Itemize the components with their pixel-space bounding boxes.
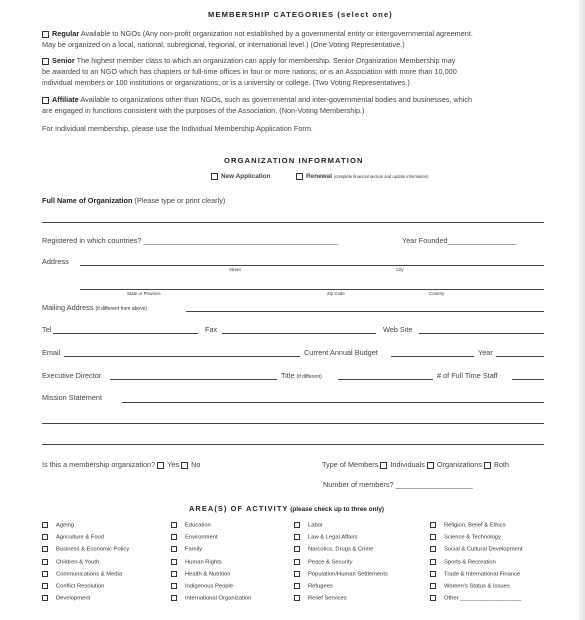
activity-item-labor[interactable] xyxy=(294,522,323,529)
activity-label: Agriculture & Food xyxy=(56,534,105,541)
page-edge-shadow xyxy=(579,0,585,620)
budget-label: Current Annual Budget xyxy=(304,348,378,357)
activity-label: Environment xyxy=(185,534,218,541)
organizations-checkbox[interactable] xyxy=(427,462,434,469)
senior-category xyxy=(42,55,582,88)
activity-checkbox[interactable] xyxy=(171,534,177,540)
activity-item-business-economic-policy[interactable] xyxy=(42,546,129,553)
activity-item-science-technology[interactable] xyxy=(430,534,501,541)
fax-field[interactable] xyxy=(222,333,376,334)
activity-item-peace-security[interactable] xyxy=(294,559,352,566)
activity-item-health-nutrition[interactable] xyxy=(171,571,230,578)
activity-item-environment[interactable] xyxy=(171,534,218,541)
address-label: Address xyxy=(42,257,69,266)
activity-item-refugees[interactable] xyxy=(294,583,333,590)
activity-label: Refugees xyxy=(308,583,333,590)
activity-checkbox[interactable] xyxy=(42,534,48,540)
individuals-checkbox[interactable] xyxy=(380,462,387,469)
street-caption: Street xyxy=(229,267,241,272)
activity-label: International Organization xyxy=(185,595,252,602)
executive-director-label: Executive Director xyxy=(42,371,102,380)
email-label: Email xyxy=(42,348,61,357)
regular-text-2: May be organized on a local, national, subregional, regional, or international level.) (One Voting Representative.) xyxy=(42,40,405,49)
mailing-address-field[interactable] xyxy=(186,311,544,312)
membership-org-yes-checkbox[interactable] xyxy=(157,462,164,469)
activity-checkbox[interactable] xyxy=(294,595,300,601)
activity-item-social-cultural-development[interactable] xyxy=(430,546,523,553)
application-type-row xyxy=(211,173,429,180)
activity-label: Development xyxy=(56,595,91,602)
senior-text-3: individual members or 100 institutions or organizations; or is a university or college. (Two Voting Representatives.) xyxy=(42,78,410,87)
full-name-hint: (Please type or print clearly) xyxy=(132,196,226,205)
activity-checkbox[interactable] xyxy=(294,571,300,577)
full-name-label: Full Name of Organization xyxy=(42,196,133,205)
activity-item-ageing[interactable] xyxy=(42,522,74,529)
activity-label: Religion, Belief & Ethics xyxy=(444,522,506,529)
activity-label: Social & Cultural Development xyxy=(444,546,523,553)
mailing-address-label-row xyxy=(42,303,147,312)
activity-label: Conflict Resolution xyxy=(56,583,105,590)
organizations-label: Organizations xyxy=(436,460,482,469)
zip-caption: Zip Code xyxy=(327,291,345,296)
activity-label: Education xyxy=(185,522,211,529)
country-caption: Country xyxy=(429,291,445,296)
activity-item-international-organization[interactable] xyxy=(171,595,251,602)
activity-label: Human Rights xyxy=(185,559,222,566)
activity-item-indigenous-people[interactable] xyxy=(171,583,233,590)
activity-checkbox[interactable] xyxy=(430,583,436,589)
mailing-address-hint: (if different from above) xyxy=(95,306,148,312)
activity-checkbox[interactable] xyxy=(430,595,436,601)
activity-label: Population/Human Settlements xyxy=(308,571,388,578)
activity-label: Relief Services xyxy=(308,595,347,602)
title-label: Title xyxy=(281,371,295,380)
activity-checkbox[interactable] xyxy=(171,522,177,528)
senior-checkbox[interactable] xyxy=(42,58,49,65)
individuals-label: Individuals xyxy=(390,460,425,469)
membership-org-no-checkbox[interactable] xyxy=(181,462,188,469)
activity-label: Science & Technology xyxy=(444,534,501,541)
membership-categories-title: MEMBERSHIP CATEGORIES (select one) xyxy=(208,10,393,19)
activity-item-population-human-settlements[interactable] xyxy=(294,571,388,578)
activity-checkbox[interactable] xyxy=(171,546,177,552)
tel-field[interactable] xyxy=(53,333,198,334)
membership-organization-question xyxy=(42,460,200,469)
budget-year-label: Year xyxy=(478,348,493,357)
address-region-field[interactable] xyxy=(80,289,544,290)
title-field[interactable] xyxy=(338,379,433,380)
title-label-row xyxy=(281,371,322,380)
affiliate-checkbox[interactable] xyxy=(42,97,49,104)
title-hint: (if different) xyxy=(296,374,322,380)
affiliate-text-1: Available to organizations other than NGOs, such as governmental and inter-governmental bodies and businesses, which xyxy=(78,95,473,104)
activity-label: Trade & International Finance xyxy=(444,571,521,578)
senior-text-2: be awarded to an NGO which has chapters or full-time offices in four or more nations; or is an Association with more than 10,000 xyxy=(42,67,457,76)
activity-item-religion-belief-ethics[interactable] xyxy=(430,522,506,529)
activity-label: Communications & Media xyxy=(56,571,123,578)
activity-item-relief-services[interactable] xyxy=(294,595,347,602)
activity-item-communications-media[interactable] xyxy=(42,571,122,578)
areas-of-activity-hint: (please check up to three only) xyxy=(288,506,384,513)
activity-item-law-legal-affairs[interactable] xyxy=(294,534,358,541)
renewal-checkbox[interactable] xyxy=(296,173,303,180)
activity-item-conflict-resolution[interactable] xyxy=(42,583,104,590)
tel-label: Tel xyxy=(42,325,52,334)
activity-item-narcotics-drugs-crime[interactable] xyxy=(294,546,373,553)
individual-membership-note: For Individual membership, please use the Individual Membership Application Form. xyxy=(42,124,313,133)
new-application-checkbox[interactable] xyxy=(211,173,218,180)
activity-item-agriculture-food[interactable] xyxy=(42,534,104,541)
activity-item-development[interactable] xyxy=(42,595,90,602)
activity-item-children-youth[interactable] xyxy=(42,559,99,566)
activity-checkbox[interactable] xyxy=(430,559,436,565)
organization-information-title: ORGANIZATION INFORMATION xyxy=(224,156,364,165)
address-street-field[interactable] xyxy=(80,265,544,266)
activity-item-sports-recreation[interactable] xyxy=(430,559,496,566)
activity-item-human-rights[interactable] xyxy=(171,559,222,566)
budget-field[interactable] xyxy=(391,356,474,357)
activity-checkbox[interactable] xyxy=(294,522,300,528)
activity-item-family[interactable] xyxy=(171,546,202,553)
regular-checkbox[interactable] xyxy=(42,31,49,38)
activity-label: Other ___________________ xyxy=(444,595,522,602)
activity-label: Law & Legal Affairs xyxy=(308,534,358,541)
activity-checkbox[interactable] xyxy=(430,534,436,540)
both-checkbox[interactable] xyxy=(484,462,491,469)
budget-year-field[interactable] xyxy=(496,356,544,357)
year-founded-field[interactable]: Year Founded_________________ xyxy=(402,236,517,245)
mission-statement-line-3[interactable] xyxy=(42,444,544,445)
areas-of-activity-title: AREA(S) OF ACTIVITY xyxy=(189,504,289,513)
activity-label: Labor xyxy=(308,522,323,529)
activity-label: Indigenous People xyxy=(185,583,234,590)
activity-checkbox[interactable] xyxy=(294,546,300,552)
full-name-label-row xyxy=(42,196,225,205)
activity-item-education[interactable] xyxy=(171,522,211,529)
email-field[interactable] xyxy=(64,356,300,357)
regular-category xyxy=(42,28,582,50)
activity-checkbox[interactable] xyxy=(294,534,300,540)
activity-checkbox[interactable] xyxy=(430,571,436,577)
activity-checkbox[interactable] xyxy=(42,583,48,589)
activity-checkbox[interactable] xyxy=(430,522,436,528)
fax-label: Fax xyxy=(205,325,218,334)
full-time-staff-label: # of Full Time Staff xyxy=(437,371,498,380)
affiliate-label: Affiliate xyxy=(52,95,79,104)
activity-label: Ageing xyxy=(56,522,75,529)
activity-checkbox[interactable] xyxy=(42,522,48,528)
mission-statement-label: Mission Statement xyxy=(42,393,103,402)
senior-label: Senior xyxy=(52,56,75,65)
membership-org-no-label: No xyxy=(191,460,201,469)
renewal-label: Renewal xyxy=(306,173,332,181)
full-name-field[interactable] xyxy=(42,222,544,223)
areas-of-activity-title-row xyxy=(189,504,384,513)
activity-checkbox[interactable] xyxy=(42,546,48,552)
renewal-note: (complete financial section and update information) xyxy=(333,174,429,180)
activity-checkbox[interactable] xyxy=(171,559,177,565)
activity-checkbox[interactable] xyxy=(42,571,48,577)
activity-item-other[interactable] xyxy=(430,595,521,602)
activity-label: Peace & Security xyxy=(308,559,353,566)
senior-text-1: The highest member class to which an organization can apply for membership. Senior Organization Membership may xyxy=(74,56,456,65)
mission-statement-line-2[interactable] xyxy=(42,423,544,424)
activity-label: Sports & Recreation xyxy=(444,559,496,566)
membership-organization-label: Is this a membership organization? xyxy=(42,460,156,469)
activity-label: Business & Economic Policy xyxy=(56,546,130,553)
full-time-staff-field[interactable] xyxy=(512,379,544,380)
activity-checkbox[interactable] xyxy=(294,583,300,589)
affiliate-category xyxy=(42,94,582,116)
web-site-field[interactable] xyxy=(419,333,544,334)
type-of-members-label: Type of Members xyxy=(322,460,379,469)
membership-org-yes-label: Yes xyxy=(167,460,180,469)
type-of-members-row xyxy=(322,460,509,469)
regular-text-1: Available to NGOs (Any non-profit organization not established by a governmental entity or intergovernmental agreement. xyxy=(79,29,473,38)
both-label: Both xyxy=(493,460,509,469)
affiliate-text-2: are engaged in functions consistent with the purposes of the Association. (Non-Voting Membership.) xyxy=(42,106,365,115)
activity-checkbox[interactable] xyxy=(42,559,48,565)
activity-checkbox[interactable] xyxy=(171,571,177,577)
mailing-address-label: Mailing Address xyxy=(42,303,94,312)
number-of-members-field[interactable]: Number of members? ___________________ xyxy=(323,480,473,489)
activity-checkbox[interactable] xyxy=(430,546,436,552)
activity-item-women-s-status-issues[interactable] xyxy=(430,583,510,590)
web-site-label: Web Site xyxy=(383,325,413,334)
regular-label: Regular xyxy=(52,29,80,38)
activity-item-trade-international-finance[interactable] xyxy=(430,571,520,578)
registered-countries-field[interactable]: Registered in which countries? ________________________________________________ xyxy=(42,236,339,245)
new-application-label: New Application xyxy=(221,173,271,181)
city-caption: City xyxy=(396,267,404,272)
executive-director-field[interactable] xyxy=(110,379,277,380)
state-caption: State or Province xyxy=(127,291,161,296)
activity-label: Health & Nutrition xyxy=(185,571,231,578)
activity-checkbox[interactable] xyxy=(294,559,300,565)
activity-checkbox[interactable] xyxy=(171,595,177,601)
activity-checkbox[interactable] xyxy=(42,595,48,601)
activity-label: Women's Status & Issues xyxy=(444,583,510,590)
activity-label: Narcotics, Drugs & Crime xyxy=(308,546,374,553)
activity-label: Children & Youth xyxy=(56,559,100,566)
mission-statement-line-1[interactable] xyxy=(122,402,544,403)
activity-label: Family xyxy=(185,546,203,553)
activity-checkbox[interactable] xyxy=(171,583,177,589)
